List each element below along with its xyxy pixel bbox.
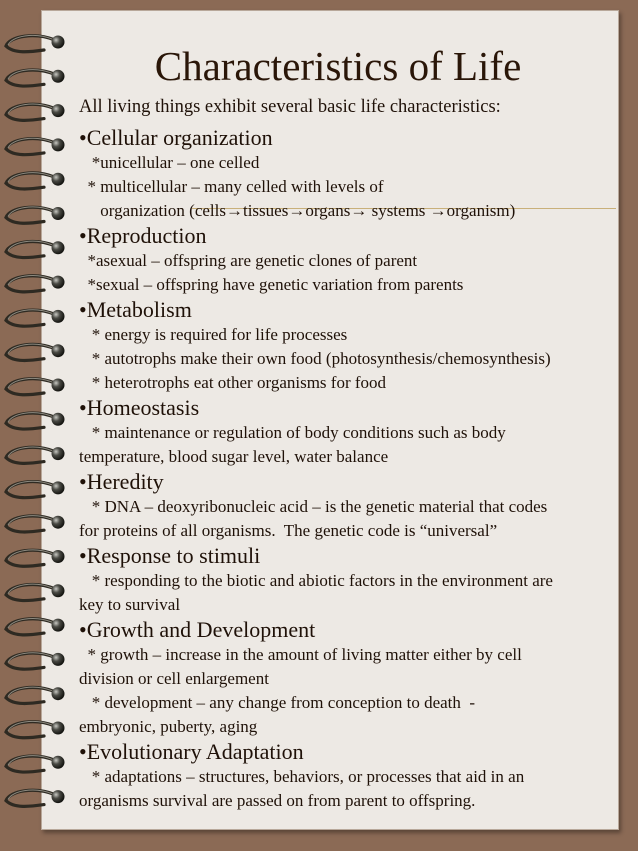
section-line: division or cell enlargement <box>79 669 269 688</box>
section-line: * heterotrophs eat other organisms for food <box>79 373 387 392</box>
section-cellular-organization <box>79 125 617 223</box>
section-line: * responding to the biotic and abiotic factors in the environment are <box>79 571 553 590</box>
section-line: *asexual – offspring are genetic clones of parent <box>79 251 418 270</box>
spiral-ring <box>6 413 65 429</box>
section-line: temperature, blood sugar level, water balance <box>79 447 389 466</box>
spiral-ring <box>6 481 65 497</box>
spiral-ring <box>6 584 65 600</box>
spiral-ring <box>6 516 65 532</box>
section-reproduction <box>79 223 617 297</box>
spiral-ring <box>6 687 65 703</box>
spiral-ring <box>6 790 65 806</box>
page-title: Characteristics of Life <box>154 43 522 89</box>
spiral-ring <box>6 653 65 669</box>
spiral-ring <box>6 207 65 223</box>
section-line: key to survival <box>79 595 181 614</box>
spiral-ring <box>6 378 65 394</box>
section-line: for proteins of all organisms. The genetic code is “universal” <box>79 521 498 540</box>
spiral-ring <box>6 104 65 120</box>
section-line: * adaptations – structures, behaviors, or processes that aid in an <box>79 767 525 786</box>
spiral-ring <box>6 276 65 292</box>
section-heading: •Growth and Development <box>79 617 316 642</box>
spiral-ring <box>6 619 65 635</box>
section-line: embryonic, puberty, aging <box>79 717 258 736</box>
section-line: * energy is required for life processes <box>79 325 348 344</box>
section-line: * maintenance or regulation of body conditions such as body <box>79 423 506 442</box>
section-line: * autotrophs make their own food (photosynthesis/chemosynthesis) <box>79 349 551 368</box>
section-heading: •Heredity <box>79 469 164 494</box>
section-line: * multicellular – many celled with levels of <box>79 177 384 196</box>
document-body <box>79 97 617 813</box>
spiral-ring <box>6 138 65 154</box>
section-heading: •Reproduction <box>79 223 207 248</box>
section-heredity <box>79 469 617 543</box>
section-heading: •Homeostasis <box>79 395 200 420</box>
section-line: organisms survival are passed on from parent to offspring. <box>79 791 476 810</box>
section-evolutionary-adaptation <box>79 739 617 813</box>
section-homeostasis <box>79 395 617 469</box>
section-heading: •Cellular organization <box>79 125 273 150</box>
spiral-ring <box>6 310 65 326</box>
section-heading: •Evolutionary Adaptation <box>79 739 304 764</box>
spiral-ring <box>6 756 65 772</box>
section-growth-and-development <box>79 617 617 739</box>
section-line: * growth – increase in the amount of living matter either by cell <box>79 645 522 664</box>
spiral-ring <box>6 550 65 566</box>
spiral-ring <box>6 173 65 189</box>
section-line: organization (cells→tissues→organs→ systems →organism) <box>79 201 516 220</box>
section-heading: •Metabolism <box>79 297 192 322</box>
section-line: *unicellular – one celled <box>79 153 260 172</box>
section-line: * DNA – deoxyribonucleic acid – is the genetic material that codes <box>79 497 548 516</box>
spiral-ring <box>6 344 65 360</box>
spiral-binding <box>0 0 80 851</box>
spiral-ring <box>6 241 65 257</box>
spiral-ring <box>6 447 65 463</box>
section-heading: •Response to stimuli <box>79 543 261 568</box>
section-response-to-stimuli <box>79 543 617 617</box>
section-metabolism <box>79 297 617 395</box>
section-line: *sexual – offspring have genetic variation from parents <box>79 275 464 294</box>
section-line: * development – any change from conception to death - <box>79 693 476 712</box>
intro-text: All living things exhibit several basic life characteristics: <box>79 97 501 117</box>
spiral-ring <box>6 721 65 737</box>
